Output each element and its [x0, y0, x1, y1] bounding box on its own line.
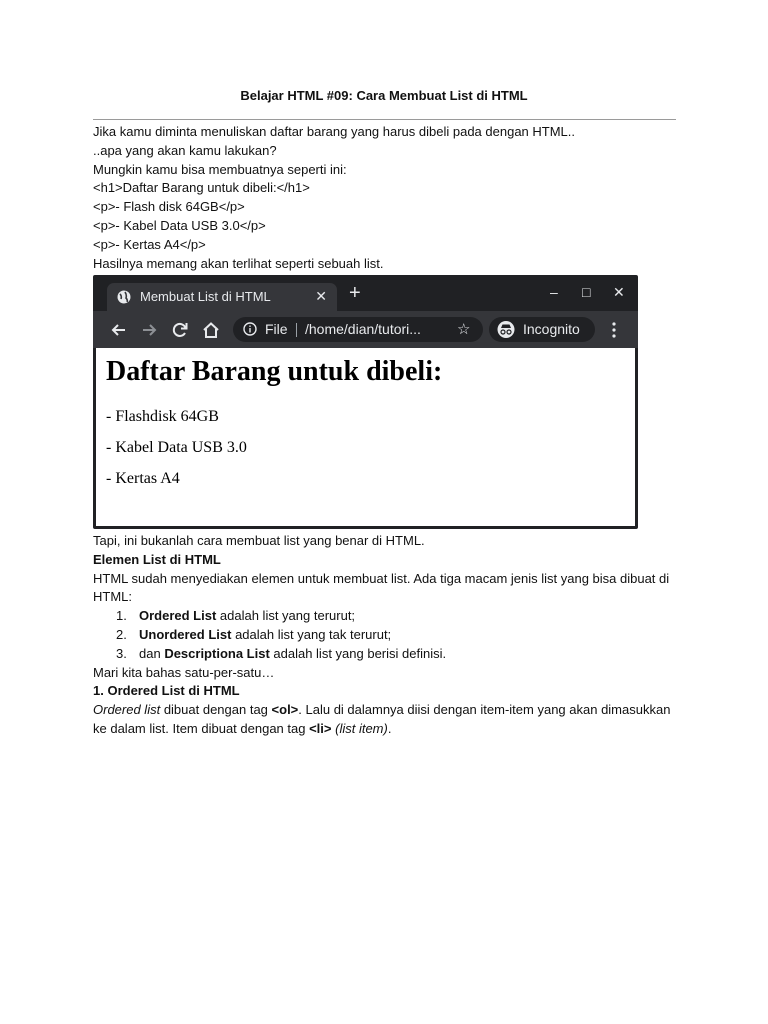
rendered-item: - Kabel Data USB 3.0	[106, 439, 247, 456]
list-types	[93, 607, 676, 663]
tab-bar	[93, 275, 638, 311]
paragraph: Ordered list dibuat dengan tag <ol>. Lalu di dalamnya diisi dengan item-item yang akan dimasukkan	[93, 702, 671, 718]
list-term: Unordered List	[139, 626, 232, 642]
browser-screenshot	[93, 275, 638, 529]
intro-line: Mungkin kamu bisa membuatnya seperti ini:	[93, 161, 347, 177]
url-separator	[296, 323, 297, 337]
intro-text	[93, 123, 676, 273]
home-icon[interactable]	[201, 320, 221, 340]
rendered-item: - Kertas A4	[106, 470, 180, 487]
paragraph: Mari kita bahas satu-per-satu…	[93, 664, 275, 680]
new-tab-button[interactable]: +	[349, 282, 361, 304]
document-title: Belajar HTML #09: Cara Membuat List di HTML	[240, 88, 528, 103]
list-number: 3.	[116, 645, 127, 661]
code-line: <p>- Kabel Data USB 3.0</p>	[93, 217, 266, 233]
list-item: 2. Unordered List adalah list yang tak terurut;	[93, 626, 676, 645]
title-divider	[93, 119, 676, 120]
back-arrow-icon[interactable]	[109, 320, 129, 340]
body-text	[93, 532, 676, 739]
list-number: 2.	[116, 626, 127, 642]
rendered-item: - Flashdisk 64GB	[106, 408, 219, 425]
list-item: 3. dan Descriptiona List adalah list yang berisi definisi.	[93, 645, 676, 664]
list-term: Ordered List	[139, 608, 217, 624]
browser-viewport	[96, 348, 635, 526]
intro-line: Jika kamu diminta menuliskan daftar barang yang harus dibeli pada dengan HTML..	[93, 124, 575, 139]
paragraph: Tapi, ini bukanlah cara membuat list yang benar di HTML.	[93, 533, 425, 548]
address-bar[interactable]	[233, 317, 483, 342]
incognito-label: Incognito	[523, 321, 580, 337]
browser-toolbar	[93, 311, 638, 348]
intro-line: ..apa yang akan kamu lakukan?	[93, 142, 277, 158]
section-heading: Elemen List di HTML	[93, 551, 221, 567]
list-number: 1.	[116, 608, 127, 624]
rendered-heading: Daftar Barang untuk dibeli:	[106, 356, 443, 387]
star-icon[interactable]: ☆	[457, 321, 471, 338]
code-line: <h1>Daftar Barang untuk dibeli:</h1>	[93, 180, 310, 196]
close-window-button[interactable]: ✕	[613, 284, 625, 300]
reload-icon[interactable]	[170, 320, 190, 340]
paragraph: ke dalam list. Item dibuat dengan tag <li> (list item).	[93, 720, 392, 736]
url-text[interactable]: /home/dian/tutori...	[305, 321, 421, 337]
tab-close-icon[interactable]: ✕	[315, 288, 327, 304]
intro-line: Hasilnya memang akan terlihat seperti sebuah list.	[93, 255, 384, 271]
list-item: 1. Ordered List adalah list yang terurut;	[93, 607, 676, 626]
list-term: Descriptiona List	[164, 645, 270, 661]
tab-title: Membuat List di HTML	[140, 289, 271, 304]
paragraph: HTML sudah menyediakan elemen untuk membuat list. Ada tiga macam jenis list yang bisa dibuat di HTML:	[93, 570, 670, 605]
globe-icon	[117, 290, 131, 304]
code-line: <p>- Flash disk 64GB</p>	[93, 199, 245, 215]
info-icon[interactable]	[243, 322, 257, 336]
browser-tab[interactable]	[107, 283, 337, 311]
minimize-button[interactable]: –	[550, 284, 558, 300]
url-scheme: File	[265, 321, 288, 337]
incognito-icon	[497, 321, 515, 338]
menu-dots-icon[interactable]	[612, 321, 616, 339]
maximize-button[interactable]: □	[582, 284, 591, 300]
code-line: <p>- Kertas A4</p>	[93, 236, 206, 252]
incognito-badge[interactable]	[489, 317, 595, 342]
forward-arrow-icon[interactable]	[139, 320, 159, 340]
subsection-heading: 1. Ordered List di HTML	[93, 683, 240, 699]
